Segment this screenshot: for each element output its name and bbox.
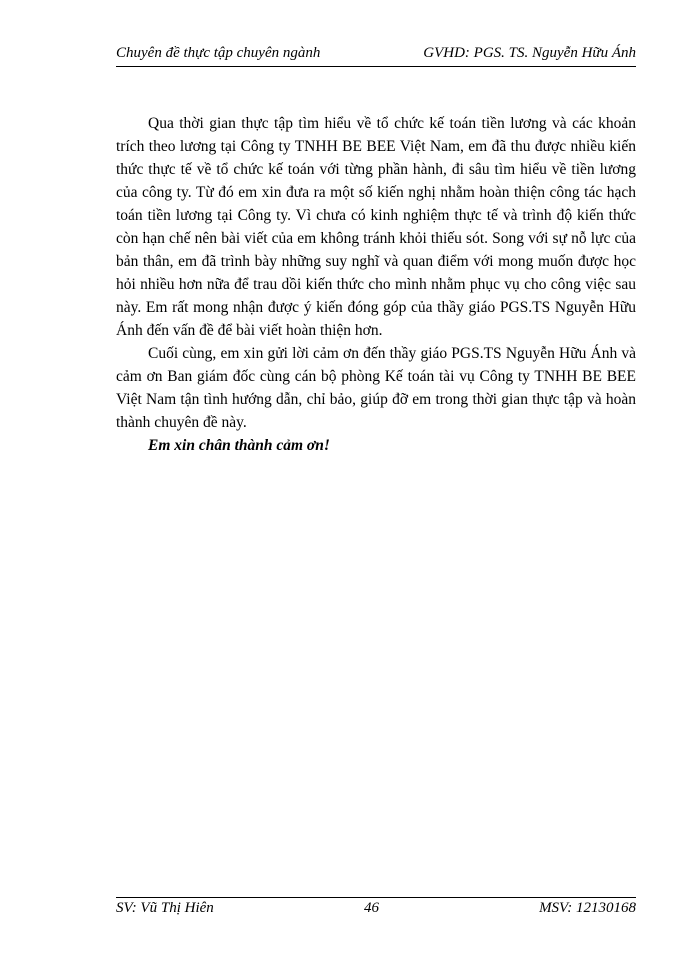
paragraph-acknowledgement: Cuối cùng, em xin gửi lời cảm ơn đến thầy giáo PGS.TS Nguyễn Hữu Ánh và cảm ơn Ban giám đốc cùng cán bộ phòng Kế toán tài vụ Công ty TNHH BE BEE Việt Nam tận tình hướng dẫn, chỉ bảo, giúp đỡ em trong thời gian thực tập và hoàn thành chuyên đề này. [116, 345, 636, 431]
page-number: 46 [364, 900, 379, 916]
header-course-title: Chuyên đề thực tập chuyên ngành [116, 45, 321, 61]
paragraph-conclusion: Qua thời gian thực tập tìm hiểu về tổ chức kế toán tiền lương và các khoản trích theo lương tại Công ty TNHH BE BEE Việt Nam, em đã thu được nhiều kiến thức thực tế về tổ chức kế toán với từng phần hành, đi sâu tìm hiểu về tiền lương của công ty. Từ đó em xin đưa ra một số kiến nghị nhằm hoàn thiện công tác hạch toán tiền lương tại Công ty. Vì chưa có kinh nghiệm thực tế và trình độ kiến thức còn hạn chế nên bài viết của em không tránh khỏi thiếu sót. Song với sự nỗ lực của bản thân, em đã trình bày những suy nghĩ và quan điểm với mong muốn được học hỏi nhiều hơn nữa để trau dồi kiến thức cho mình nhằm phục vụ cho công việc sau này. Em rất mong nhận được ý kiến đóng góp của thầy giáo PGS.TS Nguyễn Hữu Ánh đến vấn đề để bài viết hoàn thiện hơn. [116, 115, 636, 339]
header-advisor: GVHD: PGS. TS. Nguyễn Hữu Ánh [423, 45, 636, 61]
footer-student-name: SV: Vũ Thị Hiên [116, 900, 214, 916]
closing-thanks: Em xin chân thành cảm ơn! [148, 437, 330, 454]
page-footer [116, 897, 636, 917]
page-header [116, 40, 636, 67]
footer-student-id: MSV: 12130168 [539, 900, 636, 916]
document-body [116, 112, 636, 457]
